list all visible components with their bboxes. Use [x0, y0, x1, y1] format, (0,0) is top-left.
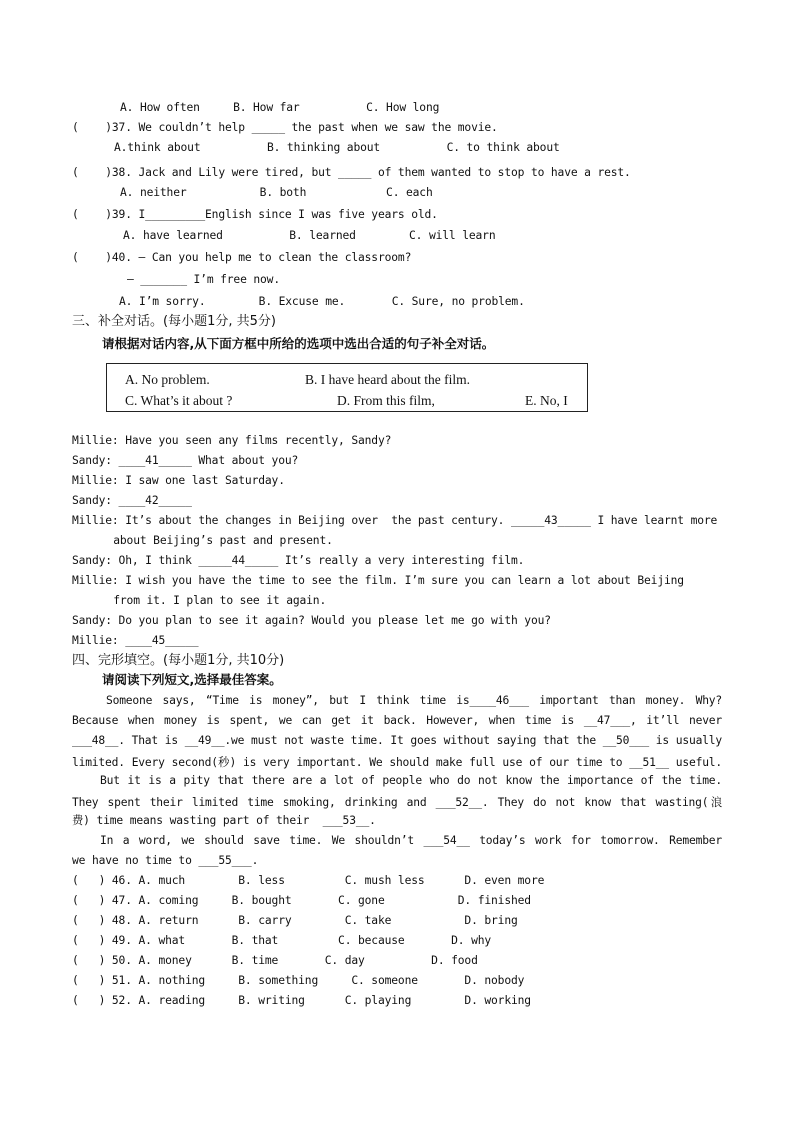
q39-options: A. have learned B. learned C. will learn [123, 229, 496, 242]
q40-response: — _______ I’m free now. [127, 273, 280, 286]
passage-line: limited. Every second(秒) is very important. We should make full use of our time to __51__ useful. [72, 756, 722, 769]
question-row: ( ) 51. A. nothing B. something C. someone D. nobody [72, 974, 525, 987]
dialogue-line: Millie: I wish you have the time to see the film. I’m sure you can learn a lot about Beijing [72, 574, 684, 587]
q40-question: ( )40. — Can you help me to clean the classroom? [72, 251, 412, 264]
dialogue-line: about Beijing’s past and present. [80, 534, 333, 547]
question-row: ( ) 47. A. coming B. bought C. gone D. finished [72, 894, 531, 907]
passage-line: They spent their limited time smoking, drinking and ___52__. They do not know that wasting(浪 [72, 796, 722, 809]
question-row: ( ) 48. A. return B. carry C. take D. bring [72, 914, 518, 927]
q36-options: A. How often B. How far C. How long [120, 101, 440, 114]
passage-line: But it is a pity that there are a lot of people who do not know the importance of the time. [100, 774, 722, 787]
passage-line: Someone says, “Time is money”, but I think time is____46___ important than money. Why? [106, 694, 722, 707]
dialogue-line: Sandy: Do you plan to see it again? Would you please let me go with you? [72, 614, 551, 627]
dialogue-line: from it. I plan to see it again. [80, 594, 327, 607]
section4-instruction: 请阅读下列短文,选择最佳答案。 [102, 672, 282, 687]
dialogue-line: Sandy: Oh, I think _____44_____ It’s really a very interesting film. [72, 554, 525, 567]
passage-line: Because when money is spent, we can get it back. However, when time is __47___, it’ll never [72, 714, 722, 727]
section4-heading: 四、完形填空。(每小题1分, 共10分) [72, 653, 285, 668]
q39-question: ( )39. I_________English since I was five years old. [72, 208, 438, 221]
option-b: B. I have heard about the film. [305, 372, 470, 387]
dialogue-line: Sandy: ____42_____ [72, 494, 192, 507]
dialogue-line: Millie: I saw one last Saturday. [72, 474, 285, 487]
option-d: D. From this film, [337, 393, 435, 408]
dialogue-line: Sandy: ____41_____ What about you? [72, 454, 299, 467]
option-c: C. What’s it about ? [125, 393, 233, 408]
section3-heading: 三、补全对话。(每小题1分, 共5分) [72, 314, 276, 329]
passage-line: In a word, we should save time. We shouldn’t ___54__ today’s work for tomorrow. Remember [100, 834, 722, 847]
dialogue-line: Millie: It’s about the changes in Beijing over the past century. _____43_____ I have learnt more [72, 514, 718, 527]
option-a: A. No problem. [125, 372, 210, 387]
passage-line: 费) time means wasting part of their ___53__. [72, 814, 376, 827]
question-row: ( ) 46. A. much B. less C. mush less D. even more [72, 874, 545, 887]
q37-options: A.think about B. thinking about C. to think about [114, 141, 560, 154]
question-row: ( ) 49. A. what B. that C. because D. why [72, 934, 492, 947]
dialogue-line: Millie: ____45_____ [72, 634, 199, 647]
option-e: E. No, I [525, 393, 568, 408]
q38-question: ( )38. Jack and Lily were tired, but _____ of them wanted to stop to have a rest. [72, 166, 631, 179]
q38-options: A. neither B. both C. each [120, 186, 433, 199]
dialogue-line: Millie: Have you seen any films recently, Sandy? [72, 434, 392, 447]
q40-options: A. I’m sorry. B. Excuse me. C. Sure, no problem. [119, 295, 525, 308]
question-row: ( ) 50. A. money B. time C. day D. food [72, 954, 478, 967]
options-box [106, 363, 588, 412]
passage-line: ___48__. That is __49__.we must not waste time. It goes without saying that the __50___ is usually [72, 734, 722, 747]
q37-question: ( )37. We couldn’t help _____ the past when we saw the movie. [72, 121, 498, 134]
passage-line: we have no time to ___55___. [72, 854, 259, 867]
question-row: ( ) 52. A. reading B. writing C. playing D. working [72, 994, 531, 1007]
section3-instruction: 请根据对话内容,从下面方框中所给的选项中选出合适的句子补全对话。 [102, 336, 495, 351]
